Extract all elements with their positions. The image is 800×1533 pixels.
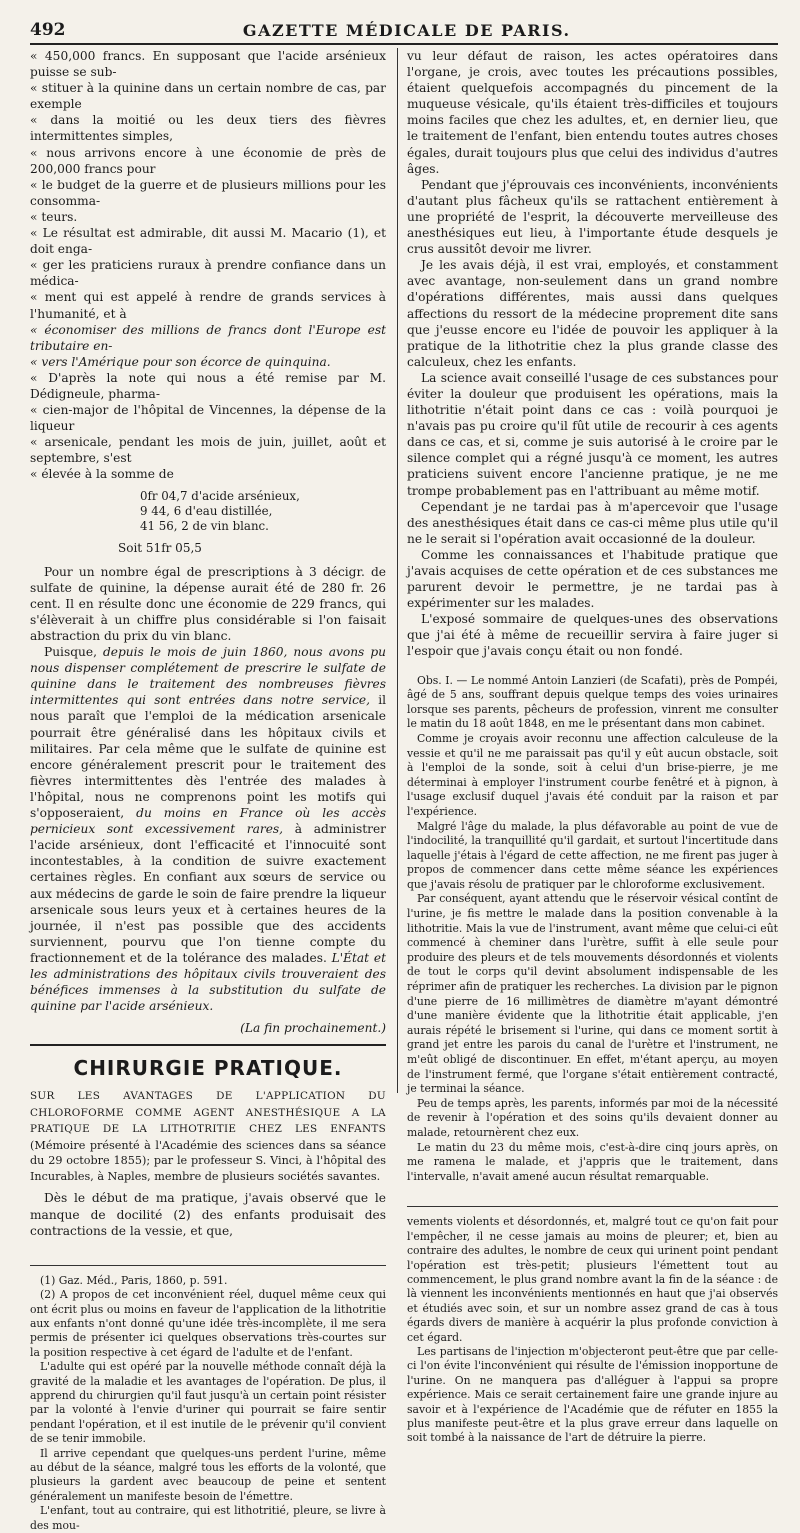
observation-paragraph: Malgré l'âge du malade, la plus défavorable au point de vue de l'indocilité, la tranquillité qu'il gardait, et surtout l'incertitude dans laquelle j'étais à l'égard de cette affection, ne me firent pas juger à propos de commencer dans cette même séance les expériences que j'avais résolu de pratiquer par le chloroforme exclusivement.: [407, 819, 778, 891]
paragraph: Comme les connaissances et l'habitude pratique que j'avais acquises de cette opération et de ces substances me parurent devoir le permettre, je ne tardai pas à expérimenter sur les malades.: [407, 547, 778, 611]
quote-line: « D'après la note qui nous a été remise par M. Dédigneule, pharma-: [30, 370, 386, 401]
footnote: vements violents et désordonnés, et, malgré tout ce qu'on fait pour l'empêcher, il ne cesse jamais au moins de pleurer; et, bien au contraire des adultes, le nombre de ceux qui urinent point pendant l'opération est très-petit; plusieurs l'émettent tout au commencement, le plus grand nombre avant la fin de la séance : de là viennent les inconvénients mentionnés en haut que j'ai observés et étudiés avec soin, et sur un nombre assez grand de cas à tous égards divers de manière à acquérir la plus profonde conviction à cet égard.: [407, 1215, 778, 1344]
footnote: L'adulte qui est opéré par la nouvelle méthode connaît déjà la gravité de la maladie et les avantages de l'opération. De plus, il apprend du chirurgien qu'il faut jusqu'à un certain point résister par la volonté à l'envie d'uriner qui pourrait se faire sentir pendant l'opération, et il est inutile de le prévenir qu'il convient de se tenir immobile.: [30, 1360, 386, 1446]
mixture-row: 9 44, 6 d'eau distillée,: [140, 503, 273, 518]
section-title: CHIRURGIE PRATIQUE.: [73, 1056, 343, 1081]
left-column: [30, 48, 386, 1532]
paragraph: Cependant je ne tardai pas à m'apercevoir que l'usage des anesthésiques était dans ce cas-ci même plus utile qu'il ne le serait si l'opération avait occasionné de la douleur.: [407, 499, 778, 546]
mixture-table: [140, 489, 386, 534]
footnote: Les partisans de l'injection m'objecteront peut-être que par celle-ci l'on évite l'inconvénient qui résulte de l'émission inopportune de l'urine. On ne manquera pas d'alléguer à l'appui sa propre expérience. Mais ce serait certainement faire une grande injure au savoir et à l'expérience de l'Académie que de réfuter en 1855 la plus manifeste peut-être et la plus grave erreur dans laquelle on soit tombé à la naissance de l'art de détruire la pierre.: [407, 1345, 778, 1445]
quote-line: « ment qui est appelé à rendre de grands services à l'humanité, et à: [30, 290, 386, 321]
paragraph: La science avait conseillé l'usage de ces substances pour éviter la douleur que produisent les opérations, mais la lithotritie n'était point dans ce cas : voilà pourquoi je n'avais pas pu croire qu'il fût utile de recourir à ces agents dans ce cas, et si, comme je suis autorisé à le croire par le silence complet qui a régné jusqu'à ce moment, les autres praticiens suivent encore l'ancienne pratique, je ne me trompe probablement pas en l'attribuant au même motif.: [407, 370, 778, 498]
paragraph: Pendant que j'éprouvais ces inconvénients, inconvénients d'autant plus fâcheux qu'ils se rattachent entièrement à une propriété de l'esprit, la découverte merveilleuse des anesthésiques eut lieu, à l'importante étude desquels je crus aussitôt devoir me livrer.: [407, 177, 778, 257]
observation-paragraph: Obs. I. — Le nommé Antoin Lanzieri (de Scafati), près de Pompéi, âgé de 5 ans, souffrant depuis quelque temps des voies urinaires lorsque ses parents, pêcheurs de profession, vinrent me consulter le matin du 18 août 1848, en me le présentant dans mon cabinet.: [407, 673, 778, 731]
paragraph: Puisque, depuis le mois de juin 1860, nous avons pu nous dispenser complétement de prescrire le sulfate de quinine dans le traitement des nombreuses fièvres intermittentes qui sont entrées dans notre service, il nous paraît que l'emploi de la médication arsenicale pourrait être généralisé dans les hôpitaux civils et militaires. Par cela même que le sulfate de quinine est encore généralement prescrit pour le traitement des fièvres intermittentes dès l'entrée des malades à l'hôpital, nous ne comprenons point les motifs qui s'opposeraient, du moins en France où les accès pernicieux sont excessivement rares, à administrer l'acide arsénieux, dont l'efficacité et l'innocuité sont incontestables, à la condition de suivre exactement certaines règles. En confiant aux sœurs de service ou aux médecins de garde le soin de faire prendre la liqueur arsenicale sous leurs yeux et à certaines heures de la journée, il n'est pas possible que des accidents surviennent, pourvu que l'on tienne compte du fractionnement et de la tolérance des malades. L'État et les administrations des hôpitaux civils trouveraient des bénéfices immenses à la substitution du sulfate de quinine par l'acide arsénieux.: [30, 645, 386, 1014]
footnote: L'enfant, tout au contraire, qui est lithotritié, pleure, se livre à des mou-: [30, 1504, 386, 1532]
footnote: Il arrive cependant que quelques-uns perdent l'urine, même au début de la séance, malgré tous les efforts de la volonté, que plusieurs la gardent avec beaucoup de peine et sentent généralement un manifeste besoin de l'émettre.: [30, 1446, 386, 1503]
quote-line: « dans la moitié ou les deux tiers des fièvres intermittentes simples,: [30, 113, 386, 144]
journal-title: GAZETTE MÉDICALE DE PARIS.: [242, 21, 571, 40]
section-rule: [30, 1044, 386, 1046]
quote-line: « économiser des millions de francs dont l'Europe est tributaire en-: [30, 322, 386, 353]
quote-line: « teurs.: [30, 209, 78, 224]
quote-line: « Le résultat est admirable, dit aussi M. Macario (1), et doit enga-: [30, 226, 386, 257]
footnote-rule: [407, 1206, 778, 1207]
observation-paragraph: Par conséquent, ayant attendu que le réservoir vésical contînt de l'urine, je fis mettre le malade dans la position convenable à la lithotritie. Mais la vue de l'instrument, avant même que celui-ci eût commencé à cheminer dans l'urètre, suffit à elle seule pour produire des pleurs et de tels mouvements désordonnés et violents de tout le corps qu'il devint absolument indispensable de les réprimer afin de pratiquer les recherches. La division par le pignon d'une pierre de 16 millimètres de diamètre m'ayant démontré d'une manière évidente que la lithotritie était applicable, j'en aurais répété le brisement si l'urine, qui dans ce moment sortit à grand jet entre les parois du canal de l'urètre et l'instrument, ne m'eût obligé de discontinuer. En effet, m'étant aperçu, au moyen de l'instrument fermé, que l'organe s'était entièrement contracté, je terminai la séance.: [407, 892, 778, 1096]
footnotes: [30, 1274, 386, 1533]
article-subtitle: SUR LES AVANTAGES DE L'APPLICATION DU CHLOROFORME COMME AGENT ANESTHÉSIQUE A LA PRATIQUE DE LA LITHOTRITIE CHEZ LES ENFANTS (Mémoire présenté à l'Académie des sciences dans sa séance du 29 octobre 1855); par le professeur S. Vinci, à l'hôpital des Incurables, à Naples, membre de plusieurs sociétés savantes.: [30, 1090, 386, 1183]
page-header: [30, 16, 778, 45]
mixture-row: 0fr 04,7 d'acide arsénieux,: [140, 488, 300, 503]
right-column: [407, 48, 778, 1445]
quote-line: « élevée à la somme de: [30, 467, 174, 482]
quote-line: « arsenicale, pendant les mois de juin, juillet, août et septembre, s'est: [30, 435, 386, 466]
paragraph: Pour un nombre égal de prescriptions à 3 décigr. de sulfate de quinine, la dépense aurait été de 280 fr. 26 cent. Il en résulte donc une économie de 229 francs, qui s'élèverait à un chiffre plus considérable si l'on faisait abstraction du prix du vin blanc.: [30, 564, 386, 643]
paragraph: L'exposé sommaire de quelques-unes des observations que j'ai été à même de recueillir servira à faire juger si l'espoir que j'avais conçu était ou non fondé.: [407, 612, 778, 659]
observation-paragraph: Comme je croyais avoir reconnu une affection calculeuse de la vessie et qu'il ne me paraissait pas qu'il y eût aucun obstacle, soit à l'emploi de la sonde, soit à celui d'un brise-pierre, je me déterminai à employer l'instrument courbe fenêtré et à pignon, à l'usage exclusif duquel j'avais été conduit par la raison et par l'expérience.: [407, 731, 778, 818]
footnote: (1) Gaz. Méd., Paris, 1860, p. 591.: [40, 1273, 228, 1287]
page-number: 492: [30, 20, 66, 40]
continuation-note: (La fin prochainement.): [240, 1021, 386, 1036]
quote-block: [30, 48, 386, 483]
quote-line: « vers l'Amérique pour son écorce de quinquina.: [30, 354, 331, 369]
observation-paragraph: Le matin du 23 du même mois, c'est-à-dire cinq jours après, on me ramena le malade, et j'appris que le traitement, dans l'intervalle, n'avait amené aucun résultat remarquable.: [407, 1140, 778, 1183]
observation-paragraph: Peu de temps après, les parents, informés par moi de la nécessité de revenir à l'opération et des soins qu'ils devaient donner au malade, retournèrent chez eux.: [407, 1096, 778, 1139]
quote-line: « stituer à la quinine dans un certain nombre de cas, par exemple: [30, 81, 386, 112]
quote-line: « cien-major de l'hôpital de Vincennes, la dépense de la liqueur: [30, 403, 386, 434]
footnote-rule: [30, 1265, 386, 1266]
mixture-total: Soit 51fr 05,5: [118, 540, 202, 555]
footnote: (2) A propos de cet inconvénient réel, duquel même ceux qui ont écrit plus ou moins en faveur de l'application de la lithotritie aux enfants n'ont donné qu'une idée très-incomplète, il me sera permis de présenter ici quelques observations très-courtes sur la position respective à cet égard de l'adulte et de l'enfant.: [30, 1288, 386, 1359]
quote-line: « 450,000 francs. En supposant que l'acide arsénieux puisse se sub-: [30, 49, 386, 80]
observation-block: [407, 674, 778, 1185]
column-divider: [397, 48, 398, 1093]
paragraph: vu leur défaut de raison, les actes opératoires dans l'organe, je crois, avec toutes les précautions possibles, étaient quelquefois accompagnés du pincement de la muqueuse vésicale, qu'ils étaient très-difficiles et toujours moins faciles que chez les adultes, et, en dernier lieu, que le traitement de l'enfant, bien entendu toutes autres choses égales, durait toujours plus que celui des individus d'autres âges.: [407, 49, 778, 176]
quote-line: « le budget de la guerre et de plusieurs millions pour les consomma-: [30, 177, 386, 208]
footnote-continuation: [407, 1215, 778, 1446]
mixture-row: 41 56, 2 de vin blanc.: [140, 518, 269, 533]
quote-line: « nous arrivons encore à une économie de près de 200,000 francs pour: [30, 145, 386, 176]
quote-line: « ger les praticiens ruraux à prendre confiance dans un médica-: [30, 258, 386, 289]
paragraph: Je les avais déjà, il est vrai, employés, et constamment avec avantage, non-seulement dans un grand nombre d'opérations différentes, mais aussi dans quelques affections du ressort de la médecine proprement dite sans que j'eusse encore eu l'idée de pouvoir les appliquer à la pratique de la lithotritie chez la plus grande classe des calculeux, chez les enfants.: [407, 258, 778, 369]
paragraph: Dès le début de ma pratique, j'avais observé que le manque de docilité (2) des enfants produisait des contractions de la vessie, et que,: [30, 1191, 386, 1238]
